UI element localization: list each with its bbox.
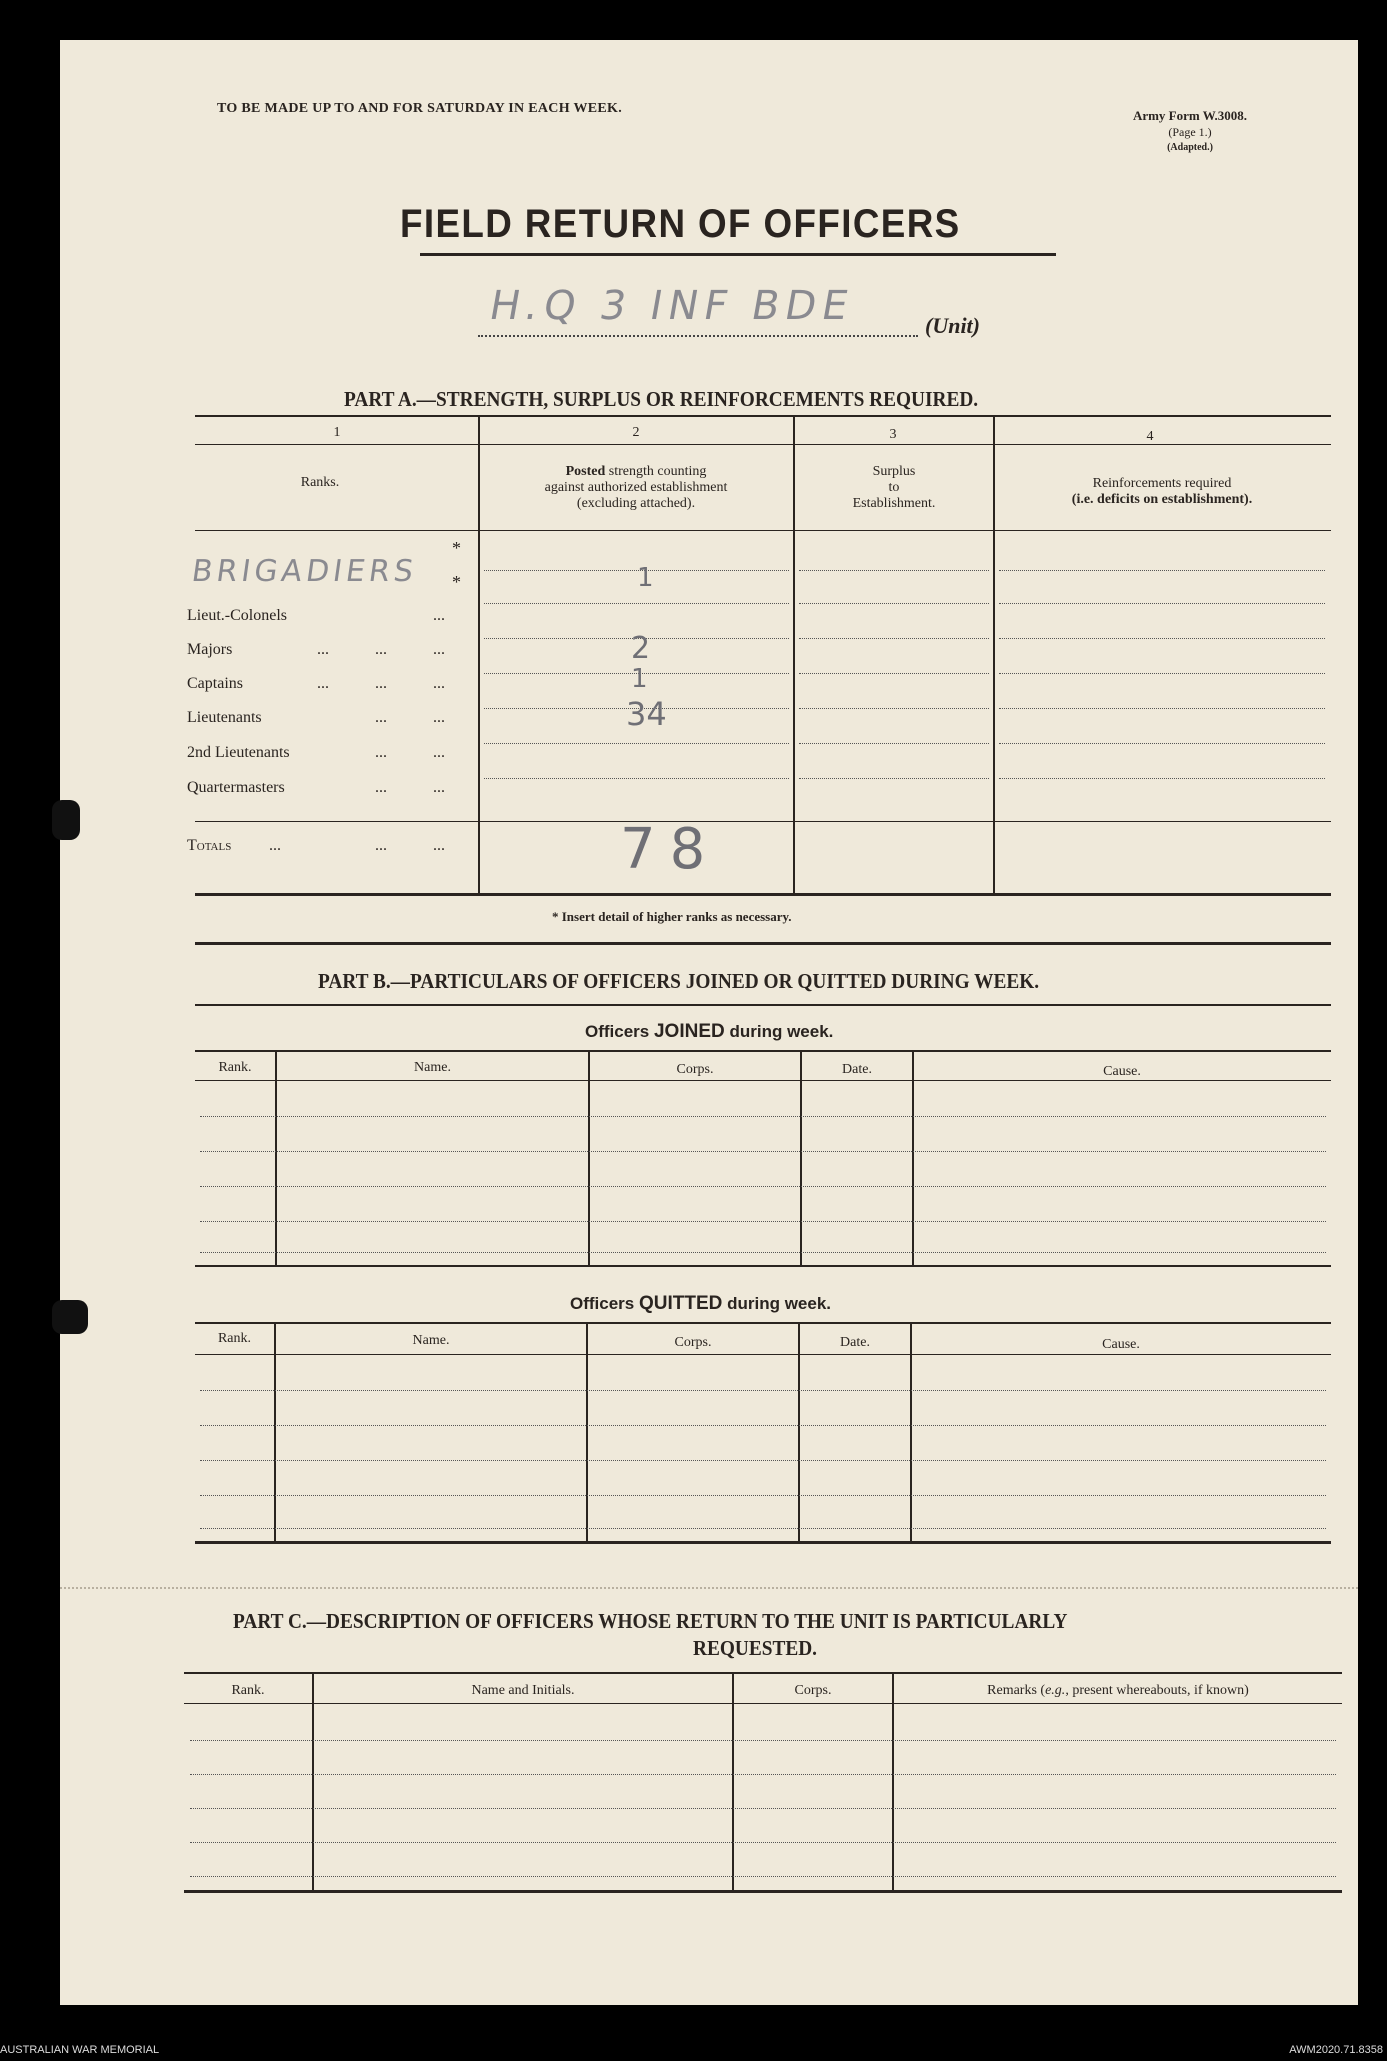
col-header-reinforcements bbox=[997, 476, 1327, 508]
value-lieutenants: 34 bbox=[626, 695, 667, 733]
col-header-surplus bbox=[797, 464, 991, 512]
rank-leader: ... bbox=[375, 779, 387, 796]
posted-line2: against authorized establishment bbox=[544, 480, 728, 495]
part-c-col-name: Name and Initials. bbox=[471, 1683, 575, 1698]
reinf-line1: Reinforcements required bbox=[1092, 476, 1232, 491]
binder-hole bbox=[52, 1300, 88, 1334]
joined-pre: Officers bbox=[585, 1022, 650, 1041]
surplus-line3: Establishment. bbox=[852, 496, 936, 511]
quitted-post: during week. bbox=[727, 1294, 832, 1313]
form-id-block bbox=[1110, 108, 1270, 156]
joined-col-corps: Corps. bbox=[676, 1062, 714, 1077]
higher-rank-star: * bbox=[452, 572, 461, 592]
joined-heading bbox=[585, 1021, 833, 1043]
form-id: Army Form W.3008. bbox=[1132, 108, 1248, 123]
part-b-heading: PART B.—PARTICULARS OF OFFICERS JOINED OR QUITTED DURING WEEK. bbox=[318, 969, 1040, 993]
rank-leader: ... bbox=[375, 675, 387, 692]
value-captains: 1 bbox=[631, 664, 648, 694]
brigadiers-handwritten: BRIGADIERS bbox=[189, 554, 420, 589]
rank-leader: ... bbox=[375, 837, 387, 854]
rank-label: Lieut.-Colonels bbox=[187, 607, 287, 624]
rank-leader: ... bbox=[269, 837, 281, 854]
quitted-col-rank: Rank. bbox=[217, 1331, 252, 1346]
posted-bold: Posted bbox=[565, 464, 606, 479]
rank-leader: ... bbox=[433, 641, 445, 658]
joined-post: during week. bbox=[729, 1022, 834, 1041]
adapted-note: (Adapted.) bbox=[1167, 142, 1213, 153]
instruction-text: TO BE MADE UP TO AND FOR SATURDAY IN EACH WEEK. bbox=[217, 101, 623, 116]
col-number-1: 1 bbox=[333, 425, 341, 440]
quitted-pre: Officers bbox=[570, 1294, 635, 1313]
rank-row-quartermasters bbox=[187, 779, 477, 797]
part-a-header-rule bbox=[195, 530, 1331, 531]
quitted-col-cause: Cause. bbox=[1102, 1337, 1140, 1352]
title-underline bbox=[420, 253, 1056, 256]
posted-line3: (excluding attached). bbox=[576, 496, 696, 511]
rank-label: Quartermasters bbox=[187, 779, 285, 796]
part-b-top-rule bbox=[195, 1004, 1331, 1006]
rank-label: Captains bbox=[187, 675, 243, 692]
unit-handwritten-value: H.Q 3 INF BDE bbox=[485, 283, 858, 329]
part-a-col-divider bbox=[478, 415, 480, 893]
rank-leader: ... bbox=[433, 744, 445, 761]
remarks-eg: e.g. bbox=[1045, 1683, 1066, 1698]
col-number-2: 2 bbox=[632, 425, 640, 440]
rank-leader: ... bbox=[317, 641, 329, 658]
posted-rest: strength counting bbox=[608, 464, 707, 479]
rank-leader: ... bbox=[375, 709, 387, 726]
quitted-col-name: Name. bbox=[412, 1333, 450, 1348]
rank-leader: ... bbox=[317, 675, 329, 692]
part-c-col-corps: Corps. bbox=[794, 1683, 832, 1698]
quitted-col-date: Date. bbox=[840, 1335, 870, 1350]
rank-leader: ... bbox=[433, 607, 445, 624]
rank-leader: ... bbox=[433, 779, 445, 796]
page-title: FIELD RETURN OF OFFICERS bbox=[400, 202, 961, 246]
col-header-posted bbox=[482, 464, 790, 512]
joined-word: JOINED bbox=[653, 1021, 725, 1042]
part-a-heading: PART A.—STRENGTH, SURPLUS OR REINFORCEMENTS REQUIRED. bbox=[344, 387, 979, 411]
joined-col-date: Date. bbox=[842, 1062, 872, 1077]
part-c-heading-line1: PART C.—DESCRIPTION OF OFFICERS WHOSE RETURN TO THE UNIT IS PARTICULARLY bbox=[233, 1609, 1068, 1633]
rank-row-lieutenants bbox=[187, 709, 477, 727]
rank-leader: ... bbox=[375, 744, 387, 761]
remarks-suffix: , present whereabouts, if known) bbox=[1065, 1683, 1249, 1698]
col-number-4: 4 bbox=[1146, 429, 1154, 444]
quitted-heading bbox=[570, 1293, 831, 1315]
rank-label: 2nd Lieutenants bbox=[187, 744, 290, 761]
col-number-3: 3 bbox=[889, 427, 897, 442]
part-a-col-divider bbox=[793, 415, 795, 893]
form-sheet bbox=[60, 40, 1358, 2005]
rank-row-majors bbox=[187, 641, 477, 659]
rank-row-lieut-colonels bbox=[187, 607, 477, 625]
joined-col-cause: Cause. bbox=[1103, 1064, 1141, 1079]
part-a-col-divider bbox=[993, 415, 995, 893]
binder-hole bbox=[52, 800, 80, 840]
col-header-ranks: Ranks. bbox=[300, 475, 340, 490]
archive-reference: AWM2020.71.8358 bbox=[1289, 2044, 1383, 2056]
value-majors: 2 bbox=[631, 631, 651, 666]
part-a-bottom-rule bbox=[195, 893, 1331, 896]
unit-label: (Unit) bbox=[925, 313, 980, 338]
part-a-top-rule bbox=[195, 415, 1331, 417]
part-a-totals-rule bbox=[195, 821, 1331, 822]
part-a-number-rule bbox=[195, 444, 1331, 445]
quitted-col-corps: Corps. bbox=[674, 1335, 712, 1350]
rank-row-totals bbox=[187, 837, 477, 855]
reinf-line2: (i.e. deficits on establishment). bbox=[1071, 492, 1253, 507]
quitted-word: QUITTED bbox=[638, 1293, 723, 1314]
part-c-col-remarks bbox=[894, 1683, 1342, 1699]
joined-col-name: Name. bbox=[414, 1060, 451, 1075]
totals-label: Totals bbox=[187, 837, 232, 854]
page-indicator: (Page 1.) bbox=[1168, 125, 1212, 139]
surplus-line2: to bbox=[888, 480, 900, 495]
value-totals: 78 bbox=[620, 817, 720, 882]
unit-field-line bbox=[478, 335, 918, 337]
rank-leader: ... bbox=[433, 837, 445, 854]
part-c-col-rank: Rank. bbox=[231, 1683, 265, 1698]
value-brigadiers: 1 bbox=[637, 563, 654, 593]
rank-leader: ... bbox=[375, 641, 387, 658]
rank-row-captains bbox=[187, 675, 477, 693]
rank-label: Lieutenants bbox=[187, 709, 262, 726]
rank-label: Majors bbox=[187, 641, 233, 658]
surplus-line1: Surplus bbox=[872, 464, 916, 479]
footnote: * Insert detail of higher ranks as necessary. bbox=[552, 909, 792, 924]
rank-leader: ... bbox=[433, 675, 445, 692]
remarks-prefix: Remarks ( bbox=[987, 1683, 1046, 1698]
higher-rank-star: * bbox=[452, 538, 461, 558]
archive-credit: AUSTRALIAN WAR MEMORIAL bbox=[0, 2044, 160, 2056]
part-c-heading-line2: REQUESTED. bbox=[693, 1636, 818, 1660]
rank-leader: ... bbox=[433, 709, 445, 726]
joined-col-rank: Rank. bbox=[218, 1060, 252, 1075]
rank-row-2nd-lieutenants bbox=[187, 744, 477, 762]
part-a-end-rule bbox=[195, 942, 1331, 945]
perforation-line bbox=[60, 1587, 1358, 1589]
